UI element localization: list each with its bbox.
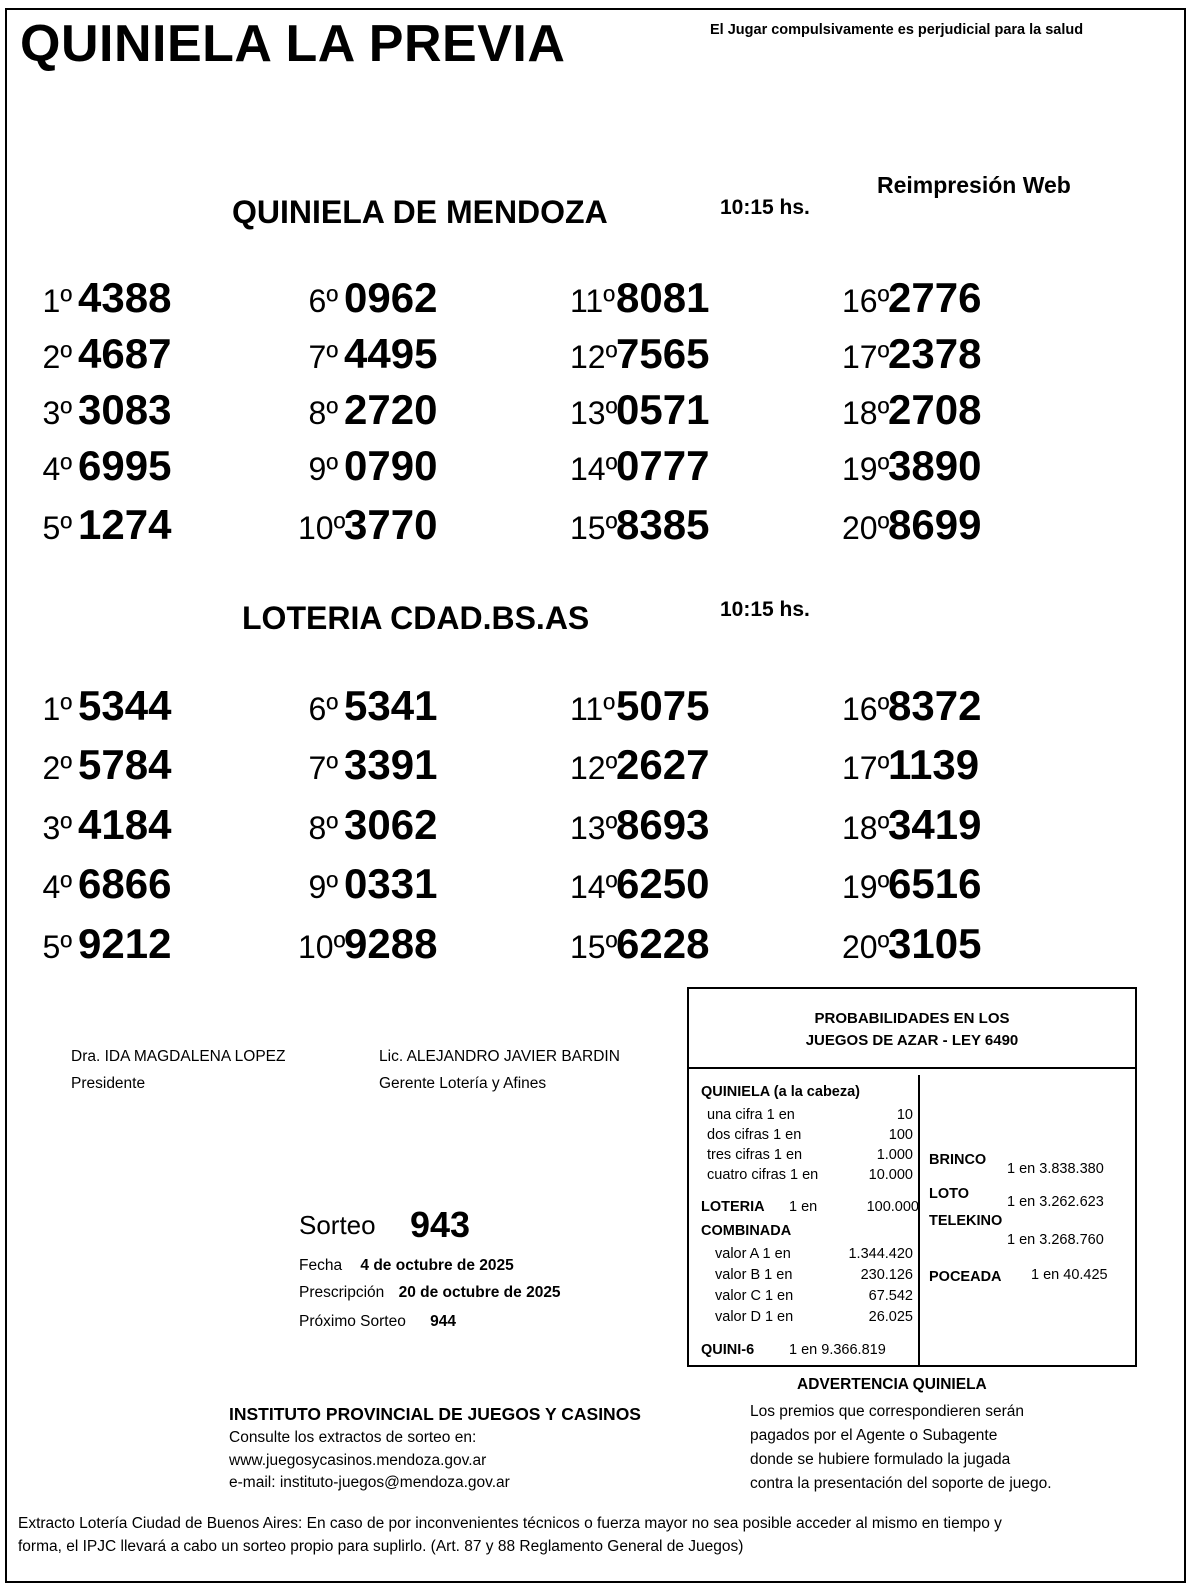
result-number: 2627 (616, 741, 710, 788)
president-name: Dra. IDA MAGDALENA LOPEZ (71, 1048, 286, 1065)
result-cell (298, 682, 437, 730)
probabilities-divider (918, 1075, 920, 1365)
prob-row-label: valor D 1 en (715, 1309, 794, 1325)
quiniela-prob-label: QUINIELA (a la cabeza) (701, 1084, 861, 1100)
result-number: 4495 (344, 330, 438, 377)
prob-row-value: 67.542 (868, 1288, 913, 1304)
fecha-row (299, 1257, 514, 1275)
result-number: 3391 (344, 741, 438, 788)
fecha-value: 4 de octubre de 2025 (360, 1257, 514, 1274)
combinada-prob-label: COMBINADA (701, 1223, 792, 1239)
result-position: 8º (308, 810, 338, 846)
loteria-prob-value: 100.000 (866, 1199, 919, 1215)
prob-row-value: 10.000 (868, 1167, 913, 1183)
institute-contact (229, 1427, 510, 1495)
result-number: 3105 (888, 920, 982, 967)
result-cell (298, 920, 437, 968)
prob-row-value: 1.344.420 (848, 1246, 913, 1262)
result-position: 11º (570, 691, 615, 727)
result-number: 3419 (888, 801, 982, 848)
proximo-sorteo-row (299, 1313, 456, 1331)
result-position: 14º (570, 869, 618, 905)
result-position: 18º (842, 810, 890, 846)
result-number: 3770 (344, 501, 438, 548)
prob-row-label: dos cifras 1 en (707, 1127, 802, 1143)
mendoza-draw-time: 10:15 hs. (720, 196, 810, 219)
result-cell (570, 682, 709, 730)
result-position: 13º (570, 810, 618, 846)
probabilities-header (689, 989, 1135, 1069)
result-number: 9212 (78, 920, 172, 967)
result-number: 0962 (344, 274, 438, 321)
prob-row-label: tres cifras 1 en (707, 1147, 803, 1163)
probabilities-box (687, 987, 1137, 1367)
result-cell (32, 274, 171, 322)
proximo-sorteo-label: Próximo Sorteo (299, 1313, 406, 1330)
bsas-section-title: LOTERIA CDAD.BS.AS (242, 600, 590, 636)
result-number: 8385 (616, 501, 710, 548)
poceada-prob-value: 1 en 40.425 (1031, 1267, 1108, 1283)
result-number: 4388 (78, 274, 172, 321)
prob-row-value: 10 (896, 1107, 913, 1123)
result-cell (298, 442, 437, 490)
result-cell (298, 860, 437, 908)
result-number: 9288 (344, 920, 438, 967)
advertencia-title: ADVERTENCIA QUINIELA (797, 1376, 987, 1393)
prob-row-value: 26.025 (868, 1309, 913, 1325)
result-number: 8372 (888, 682, 982, 729)
footer-line: Extracto Lotería Ciudad de Buenos Aires: En caso de por inconvenientes técnicos o fuerza mayor no sea posible acceder al mismo en tiempo y (18, 1515, 1002, 1532)
reprint-label: Reimpresión Web (877, 172, 1071, 198)
bsas-draw-time: 10:15 hs. (720, 598, 810, 621)
result-position: 16º (842, 691, 890, 727)
result-position: 18º (842, 395, 890, 431)
mendoza-section-title: QUINIELA DE MENDOZA (232, 194, 608, 230)
result-cell (298, 501, 437, 549)
quini6-prob-text: 1 en 9.366.819 (789, 1342, 886, 1358)
loteria-prob-text: 1 en (789, 1199, 818, 1215)
result-number: 2708 (888, 386, 982, 433)
result-position: 3º (42, 810, 72, 846)
advertencia-line: donde se hubiere formulado la jugada (750, 1451, 1011, 1468)
prescripcion-value: 20 de octubre de 2025 (398, 1284, 561, 1301)
result-cell (842, 920, 981, 968)
result-position: 9º (308, 451, 338, 487)
result-cell (842, 386, 981, 434)
result-cell (842, 274, 981, 322)
advertencia-line: pagados por el Agente o Subagente (750, 1427, 998, 1444)
result-cell (570, 741, 709, 789)
result-number: 0571 (616, 386, 710, 433)
result-cell (570, 920, 709, 968)
signature-president (71, 1043, 285, 1097)
result-position: 6º (308, 691, 338, 727)
result-number: 3062 (344, 801, 438, 848)
result-position: 6º (308, 283, 338, 319)
result-position: 19º (842, 451, 890, 487)
result-position: 15º (570, 510, 618, 546)
result-number: 6516 (888, 860, 982, 907)
result-position: 10º (298, 929, 346, 965)
result-cell (32, 501, 171, 549)
brinco-prob-value: 1 en 3.838.380 (1007, 1161, 1104, 1177)
result-cell (842, 741, 979, 789)
prescripcion-row (299, 1284, 561, 1302)
institute-consult-text: Consulte los extractos de sorteo en: (229, 1429, 477, 1446)
result-number: 8693 (616, 801, 710, 848)
prob-row-value: 1.000 (876, 1147, 913, 1163)
result-cell (842, 682, 981, 730)
result-position: 16º (842, 283, 890, 319)
gambling-warning: El Jugar compulsivamente es perjudicial para la salud (710, 22, 1084, 38)
result-cell (32, 386, 171, 434)
result-number: 2378 (888, 330, 982, 377)
result-position: 15º (570, 929, 618, 965)
brinco-prob-label: BRINCO (929, 1152, 987, 1168)
result-number: 5344 (78, 682, 172, 729)
result-cell (32, 860, 171, 908)
result-cell (570, 801, 709, 849)
result-cell (298, 801, 437, 849)
probabilities-title-line1: PROBABILIDADES EN LOS (814, 1010, 1010, 1027)
result-position: 7º (308, 750, 338, 786)
result-number: 8081 (616, 274, 710, 321)
loto-prob-label: LOTO (929, 1186, 970, 1202)
telekino-prob-label: TELEKINO (929, 1213, 1003, 1229)
result-position: 2º (42, 750, 72, 786)
result-cell (570, 860, 709, 908)
result-number: 5341 (344, 682, 438, 729)
fecha-label: Fecha (299, 1257, 343, 1274)
result-position: 13º (570, 395, 618, 431)
result-cell (842, 442, 981, 490)
result-cell (570, 501, 709, 549)
result-cell (32, 741, 171, 789)
result-position: 1º (42, 283, 72, 319)
result-number: 1274 (78, 501, 172, 548)
result-position: 20º (842, 510, 890, 546)
result-cell (298, 274, 437, 322)
result-cell (298, 386, 437, 434)
prob-row-label: valor B 1 en (715, 1267, 793, 1283)
quini6-prob-label: QUINI-6 (701, 1342, 755, 1358)
result-cell (570, 442, 709, 490)
result-cell (842, 860, 981, 908)
result-cell (842, 801, 981, 849)
result-cell (570, 330, 709, 378)
advertencia-line: Los premios que correspondieren serán (750, 1403, 1024, 1420)
result-number: 0331 (344, 860, 438, 907)
result-number: 2776 (888, 274, 982, 321)
result-position: 10º (298, 510, 346, 546)
result-position: 7º (308, 339, 338, 375)
prob-row-label: valor A 1 en (715, 1246, 791, 1262)
signature-manager (379, 1043, 620, 1097)
institute-email-link[interactable]: e-mail: instituto-juegos@mendoza.gov.ar (229, 1474, 510, 1491)
prob-row-value: 100 (888, 1127, 913, 1143)
probabilities-title-line2: JUEGOS DE AZAR - LEY 6490 (805, 1032, 1019, 1049)
result-number: 6866 (78, 860, 172, 907)
result-cell (570, 274, 709, 322)
telekino-prob-value: 1 en 3.268.760 (1007, 1232, 1104, 1248)
result-number: 6250 (616, 860, 710, 907)
sorteo-number: 943 (410, 1204, 471, 1245)
result-position: 3º (42, 395, 72, 431)
loteria-prob-label: LOTERIA (701, 1199, 765, 1215)
result-cell (570, 386, 709, 434)
manager-role: Gerente Lotería y Afines (379, 1075, 547, 1092)
result-number: 4184 (78, 801, 172, 848)
result-number: 5784 (78, 741, 172, 788)
result-cell (32, 682, 171, 730)
prob-row-value: 230.126 (860, 1267, 913, 1283)
result-position: 19º (842, 869, 890, 905)
result-number: 5075 (616, 682, 710, 729)
result-number: 6228 (616, 920, 710, 967)
result-position: 12º (570, 339, 618, 375)
institute-name: INSTITUTO PROVINCIAL DE JUEGOS Y CASINOS (229, 1404, 641, 1424)
result-cell (842, 501, 981, 549)
prob-row-label: una cifra 1 en (707, 1107, 795, 1123)
result-position: 4º (42, 869, 72, 905)
result-number: 8699 (888, 501, 982, 548)
result-position: 11º (570, 283, 615, 319)
result-number: 0777 (616, 442, 710, 489)
result-position: 5º (42, 929, 72, 965)
result-position: 12º (570, 750, 618, 786)
result-number: 4687 (78, 330, 172, 377)
manager-name: Lic. ALEJANDRO JAVIER BARDIN (379, 1048, 620, 1065)
loto-prob-value: 1 en 3.262.623 (1007, 1194, 1104, 1210)
prescripcion-label: Prescripción (299, 1284, 385, 1301)
poceada-prob-label: POCEADA (929, 1269, 1002, 1285)
president-role: Presidente (71, 1075, 146, 1092)
result-cell (32, 330, 171, 378)
result-position: 4º (42, 451, 72, 487)
result-number: 1139 (888, 741, 980, 788)
result-number: 0790 (344, 442, 438, 489)
result-position: 20º (842, 929, 890, 965)
sorteo-label: Sorteo (299, 1210, 376, 1240)
result-position: 17º (842, 750, 890, 786)
page-title: QUINIELA LA PREVIA (20, 15, 566, 73)
result-position: 9º (308, 869, 338, 905)
result-cell (32, 920, 171, 968)
result-position: 1º (42, 691, 72, 727)
prob-row-label: cuatro cifras 1 en (707, 1167, 819, 1183)
result-position: 8º (308, 395, 338, 431)
result-cell (298, 741, 437, 789)
result-number: 6995 (78, 442, 172, 489)
result-number: 3890 (888, 442, 982, 489)
result-cell (842, 330, 981, 378)
footer-line: forma, el IPJC llevará a cabo un sorteo propio para suplirlo. (Art. 87 y 88 Reglamento General de Juegos) (18, 1537, 744, 1555)
result-number: 2720 (344, 386, 438, 433)
result-number: 3083 (78, 386, 172, 433)
result-position: 2º (42, 339, 72, 375)
result-cell (32, 442, 171, 490)
result-number: 7565 (616, 330, 710, 377)
advertencia-text (750, 1400, 1052, 1496)
advertencia-line: contra la presentación del soporte de juego. (750, 1475, 1052, 1492)
proximo-sorteo-value: 944 (430, 1313, 457, 1330)
footer-note (18, 1513, 1002, 1558)
result-position: 14º (570, 451, 618, 487)
result-cell (32, 801, 171, 849)
prob-row-label: valor C 1 en (715, 1288, 794, 1304)
result-cell (298, 330, 437, 378)
result-position: 5º (42, 510, 72, 546)
institute-website-link[interactable]: www.juegosycasinos.mendoza.gov.ar (229, 1451, 487, 1469)
result-position: 17º (842, 339, 890, 375)
